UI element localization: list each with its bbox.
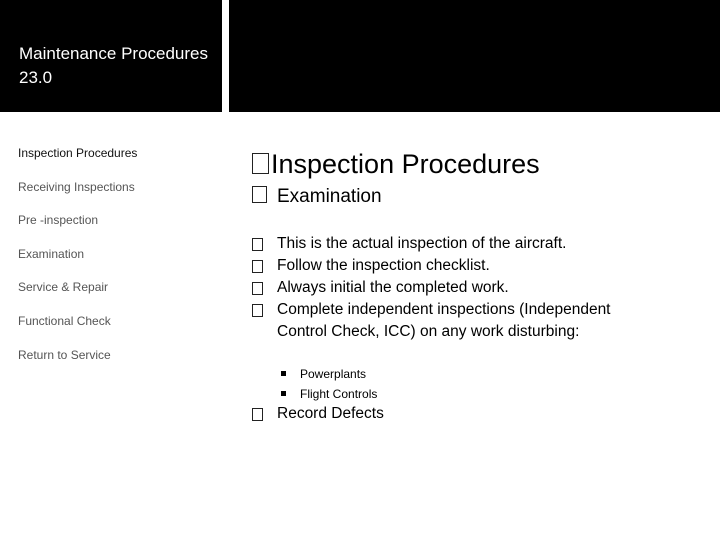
bullet-box-icon <box>252 238 263 251</box>
sub-list-item <box>281 384 377 404</box>
square-bullet-icon <box>281 391 286 396</box>
bullet-box-icon <box>252 282 263 295</box>
bullet-box-icon <box>252 260 263 273</box>
sub-list-item <box>281 364 377 384</box>
list-item <box>252 233 632 255</box>
nav-item-pre-inspection[interactable]: Pre -inspection <box>18 213 99 228</box>
sub-list-item-text: Powerplants <box>300 367 367 381</box>
section-nav <box>18 144 218 379</box>
list-item-text: This is the actual inspection of the aircraft. <box>277 235 567 252</box>
slide-subheading <box>252 184 382 210</box>
list-item <box>252 299 632 343</box>
nav-item-examination[interactable]: Examination <box>18 246 85 261</box>
square-bullet-icon <box>281 371 286 376</box>
header-bar <box>229 0 720 112</box>
list-item-text: Follow the inspection checklist. <box>277 257 490 274</box>
list-item-text: Record Defects <box>277 405 384 422</box>
slide-heading <box>252 146 540 182</box>
nav-item-inspection-procedures[interactable]: Inspection Procedures <box>18 146 138 160</box>
nav-item-functional-check[interactable]: Functional Check <box>18 313 111 328</box>
list-item-text: Always initial the completed work. <box>277 279 509 296</box>
list-item <box>252 255 632 277</box>
presentation-title: Maintenance Procedures 23.0 <box>19 44 209 87</box>
slide-heading-text: Inspection Procedures <box>271 149 540 179</box>
list-item <box>252 403 384 425</box>
bullet-box-icon <box>252 153 269 174</box>
bullet-list <box>252 233 632 343</box>
nav-item-return-to-service[interactable]: Return to Service <box>18 347 111 362</box>
list-item-text: Complete independent inspections (Independent Control Check, ICC) on any work disturbing: <box>277 301 611 340</box>
list-item <box>252 277 632 299</box>
slide-subheading-text: Examination <box>277 186 382 207</box>
nav-item-receiving-inspections[interactable]: Receiving Inspections <box>18 179 135 194</box>
bullet-box-icon <box>252 408 263 421</box>
bullet-box-icon <box>252 186 267 203</box>
nav-item-service-repair[interactable]: Service & Repair <box>18 280 109 295</box>
sub-list-item-text: Flight Controls <box>300 387 378 401</box>
bullet-box-icon <box>252 304 263 317</box>
sub-bullet-list <box>281 364 377 404</box>
